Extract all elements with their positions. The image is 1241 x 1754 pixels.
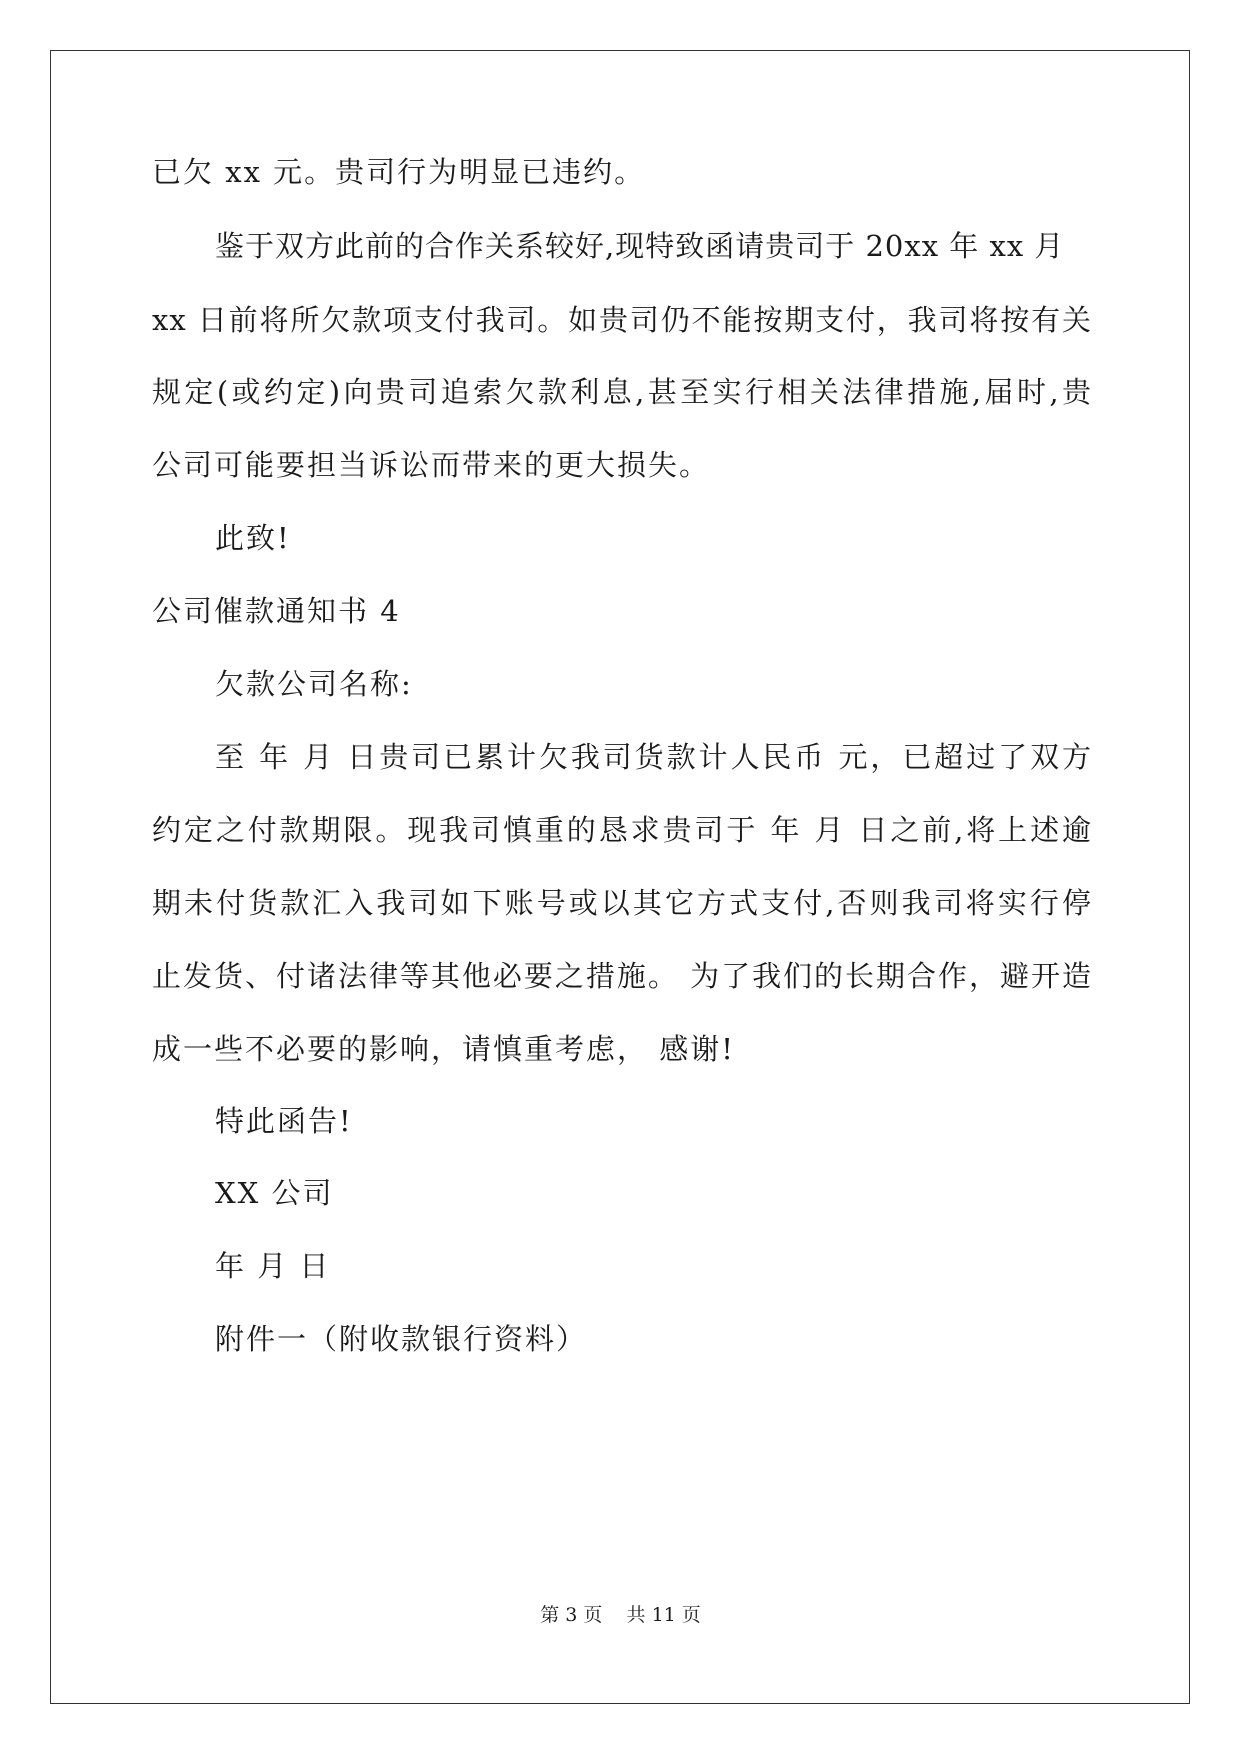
text-line-11: 期未付货款汇入我司如下账号或以其它方式支付,否则我司将实行停 [152, 886, 1092, 920]
text-line-13: 成一些不必要的影响，请慎重考虑， 感谢! [152, 1032, 735, 1066]
text-line-5: 公司可能要担当诉讼而带来的更大损失。 [152, 448, 711, 482]
page-footer: 第 3 页 共 11 页 [540, 1604, 701, 1626]
text-line-1: 已欠 xx 元。贵司行为明显已违约。 [152, 155, 646, 189]
text-line-12: 止发货、付诸法律等其他必要之措施。 为了我们的长期合作，避开造 [152, 959, 1092, 993]
attachment-note: 附件一（附收款银行资料） [215, 1322, 588, 1356]
signature-company: XX 公司 [215, 1176, 334, 1210]
section-heading: 公司催款通知书 4 [152, 594, 401, 628]
text-line-2: 鉴于双方此前的合作关系较好,现特致函请贵司于 20xx 年 xx 月 [215, 229, 1065, 263]
text-line-10: 约定之付款期限。现我司慎重的恳求贵司于 年 月 日之前,将上述逾 [152, 813, 1092, 847]
page-border [50, 50, 1190, 1704]
text-line-9: 至 年 月 日贵司已累计欠我司货款计人民币 元，已超过了双方 [215, 740, 1092, 774]
text-line-4: 规定(或约定)向贵司追索欠款利息,甚至实行相关法律措施,届时,贵 [152, 375, 1092, 409]
text-line-14: 特此函告! [215, 1104, 353, 1138]
text-line-6: 此致! [215, 521, 291, 555]
signature-date: 年 月 日 [215, 1249, 331, 1283]
text-line-8: 欠款公司名称: [215, 667, 413, 701]
text-line-3: xx 日前将所欠款项支付我司。如贵司仍不能按期支付，我司将按有关 [152, 303, 1092, 337]
